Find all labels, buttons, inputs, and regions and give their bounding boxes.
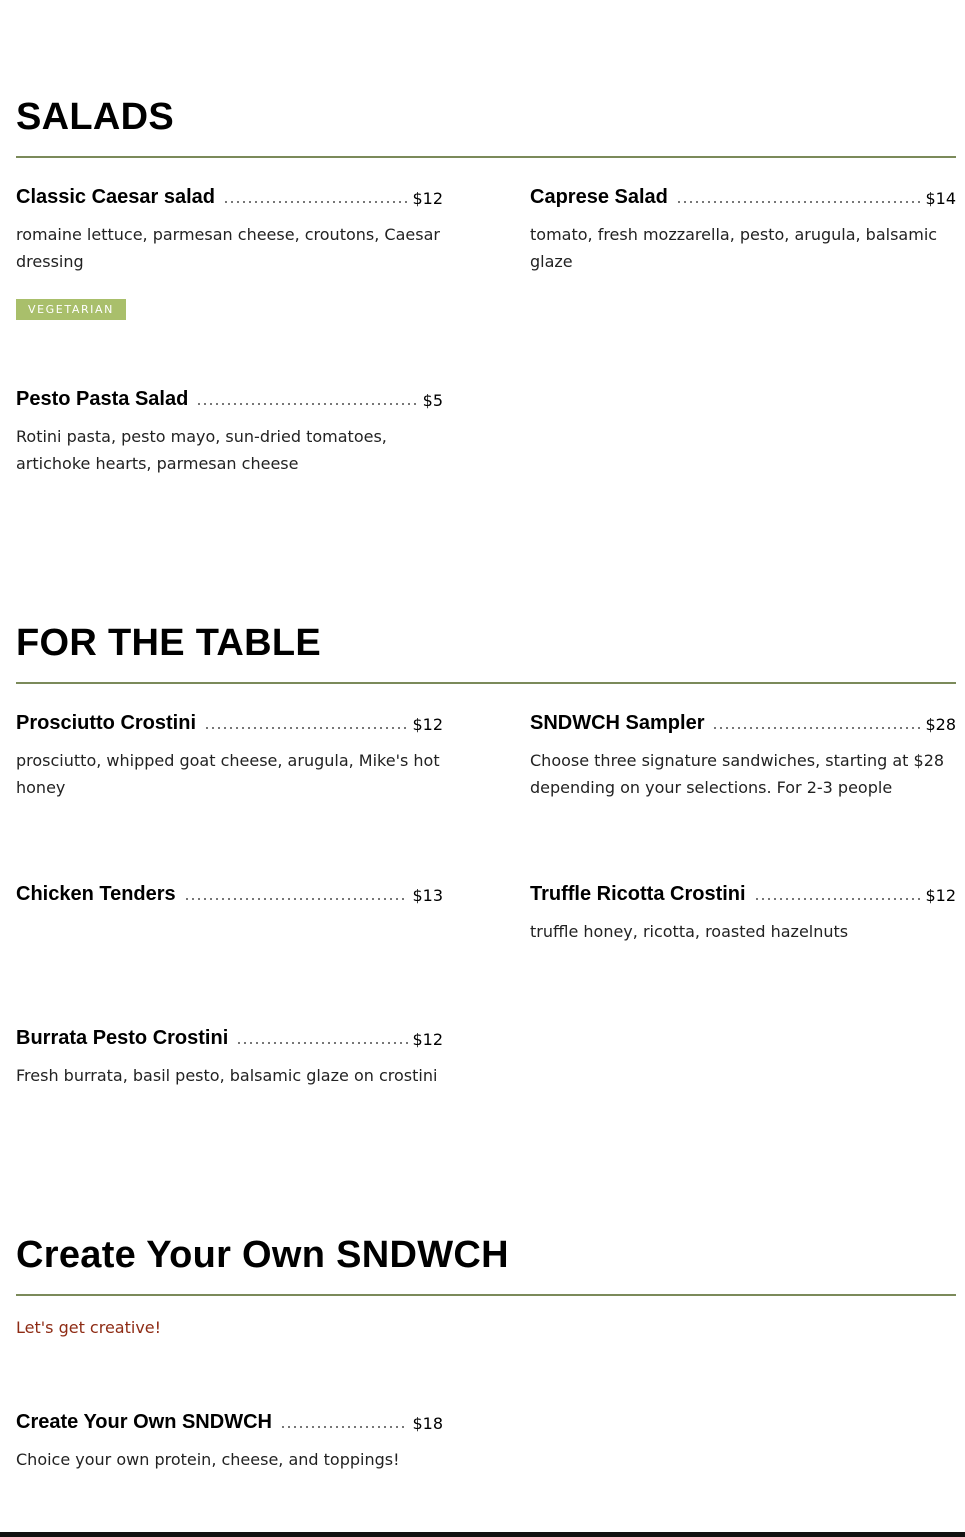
item-name: Chicken Tenders	[16, 883, 176, 905]
dot-leader	[204, 727, 408, 729]
section-title-for-the-table: FOR THE TABLE	[16, 622, 322, 664]
dot-leader	[280, 1426, 408, 1428]
dot-leader	[754, 898, 922, 900]
section-divider	[16, 156, 956, 158]
item-name: Prosciutto Crostini	[16, 712, 197, 734]
item-price: $12	[412, 1030, 443, 1049]
item-price: $12	[412, 715, 443, 734]
section-title-salads: SALADS	[16, 96, 175, 138]
menu-item-create-your-own-sndwch	[16, 1406, 443, 1473]
menu-item-classic-caesar-salad	[16, 181, 443, 320]
item-price: $12	[925, 886, 956, 905]
item-description: Rotini pasta, pesto mayo, sun-dried tomatoes, artichoke hearts, parmesan cheese	[16, 427, 387, 473]
section-title-create-your-own: Create Your Own SNDWCH	[16, 1234, 509, 1276]
item-description: truffle honey, ricotta, roasted hazelnuts	[530, 922, 849, 941]
item-price: $18	[412, 1414, 443, 1433]
item-name: Caprese Salad	[530, 186, 668, 208]
item-description: romaine lettuce, parmesan cheese, croutons, Caesar dressing	[16, 225, 440, 271]
menu-item-caprese-salad	[530, 181, 956, 275]
item-name: Truffle Ricotta Crostini	[530, 883, 746, 905]
dot-leader	[184, 898, 409, 900]
dot-leader	[712, 727, 921, 729]
section-tagline: Let's get creative!	[16, 1318, 162, 1337]
item-name: Pesto Pasta Salad	[16, 388, 189, 410]
item-price: $5	[422, 391, 443, 410]
item-price: $14	[925, 189, 956, 208]
menu-item-truffle-ricotta-crostini	[530, 878, 956, 945]
item-description: Choose three signature sandwiches, starting at $28 depending on your selections. For 2-3 people	[530, 751, 945, 797]
dot-leader	[676, 201, 922, 203]
dot-leader	[236, 1042, 408, 1044]
item-name: Burrata Pesto Crostini	[16, 1027, 229, 1049]
footer-bar	[0, 1532, 965, 1537]
section-divider	[16, 682, 956, 684]
item-description: prosciutto, whipped goat cheese, arugula, Mike's hot honey	[16, 751, 440, 797]
menu-item-pesto-pasta-salad	[16, 383, 443, 477]
item-name: SNDWCH Sampler	[530, 712, 705, 734]
dot-leader	[196, 403, 418, 405]
dot-leader	[223, 201, 408, 203]
menu-item-prosciutto-crostini	[16, 707, 443, 801]
item-price: $12	[412, 189, 443, 208]
item-name: Create Your Own SNDWCH	[16, 1411, 272, 1433]
item-description: Fresh burrata, basil pesto, balsamic glaze on crostini	[16, 1066, 438, 1085]
section-divider	[16, 1294, 956, 1296]
menu-item-chicken-tenders	[16, 878, 443, 904]
menu-item-sndwch-sampler	[530, 707, 956, 801]
item-description: Choice your own protein, cheese, and toppings!	[16, 1450, 400, 1469]
item-description: tomato, fresh mozzarella, pesto, arugula, balsamic glaze	[530, 225, 938, 271]
item-price: $13	[412, 886, 443, 905]
item-price: $28	[925, 715, 956, 734]
item-name: Classic Caesar salad	[16, 186, 216, 208]
menu-item-burrata-pesto-crostini	[16, 1022, 443, 1089]
vegetarian-badge: VEGETARIAN	[16, 299, 126, 320]
